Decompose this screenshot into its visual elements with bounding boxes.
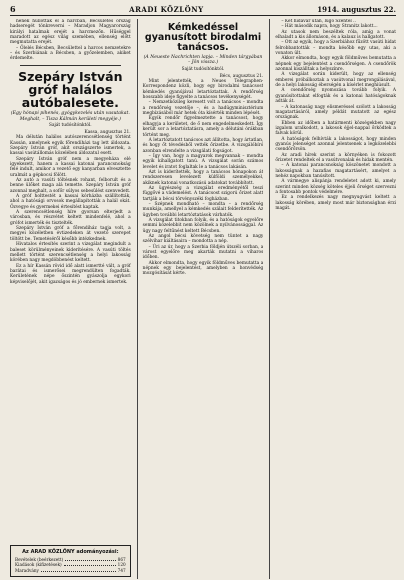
- article-paragraph: Egyik rendőr figyelmeztette a tanácsost, hogy elhagyja a kerületet, de ő nem engedelmeskedett. Így került sor a letartóztatásra, amely a délutáni órákban történt meg.: [142, 116, 264, 138]
- place-date: Kassa, augusztus 21.: [84, 129, 131, 135]
- article-paragraph: A letartóztatott tanácsos azt állította, hogy ártatlan, és hogy őt tévedésből vették őrizetbe. A vizsgálóbíró azonban elrendelte a vizsgálati fogságot.: [142, 137, 264, 154]
- article-paragraph: – Hát második napra, hogy Stranitz lakott...: [281, 24, 378, 30]
- article-paragraph: A hatóságok felhívták a lakosságot, hogy minden gyanús jelenséget azonnal jelentsenek a legközelebbi csendőrőrsön.: [275, 136, 397, 153]
- article-paragraph: Az ügyészség a vizsgálat eredményétől teszi függővé a vádemelést. A tanácsost szigorú őrizet alatt tartják a bécsi törvényszéki fogházban.: [142, 185, 264, 202]
- donation-label: Kiadások (kifizetések): [15, 562, 62, 568]
- article-paragraph: – Úri az úr, hogy a Szerbia földjén útszéli sorban, a várost egyelőre meg akarták mutatni a viharos időben.: [142, 244, 264, 261]
- donation-value: 120: [117, 562, 126, 568]
- article-paragraph: Ez a hír Kassán rövid idő alatt ismertté vált, a gróf barátai és ismerősei megrendülten fogadták. Kerületének népe őszintén gyászolja egykori képviselőjét, akit igazságos és jó embernek ismertek.: [10, 263, 131, 285]
- donation-label: Maradvány: [15, 567, 39, 573]
- article-paragraph: Hivatalos értesítés szerint a vizsgálat megindult a baleset körülményeinek kiderítésére. A vasúti töltés mellett történt szerencsétlenség a helyi lakosság körében nagy megdöbbenést keltett.: [10, 242, 131, 264]
- paper-name: ARADI KÖZLÖNY: [129, 5, 204, 14]
- article-paragraph: Azt is kiderítették, hogy a tanácsos hónapokon át rendszeresen levelezett külföldi személyekkel, akiknek katonai vonatkozású adatokat továbbított.: [142, 169, 264, 186]
- divider: [20, 65, 121, 66]
- article-paragraph: A vizsgálat során kiderült, hogy az ellenség emberei próbálkoztak a vasútvonal megrongálásával, de a helyi lakosság éberségén a kísérlet meghiúsult.: [275, 72, 397, 89]
- donation-title: Az ARAD KÖZLÖNY adományozási:: [22, 548, 119, 555]
- subhead: (Egy hónapi pihenés, gyógykezelés után vasutakat. Meghalt, – Tisza Kálmán kerületi megyéje.): [10, 111, 130, 122]
- article-paragraph: Az utasok nem beszéltek róla, amíg a vonat elhaladt a kis állomáson, és a kalauz is hallgatott.: [275, 29, 397, 41]
- article-text: – Két hidavár után, lugo Szentél ..: [281, 19, 356, 24]
- article-paragraph: Az autó a vasúti töltésnek rohant, felborult és a benne ülőket maga alá temette. Szepáry István gróf azonnal meghalt, a sofőr súlyos sebesülést szenvedett.: [10, 178, 131, 194]
- article-paragraph: A szerencsétlenség híre gyorsan elterjedt a városban, és részvétet keltett mindenfelé, ahol a grófot ismerték és tisztelték.: [10, 210, 131, 226]
- page-number: 6: [10, 4, 16, 14]
- article-paragraph: – A katonai parancsnokság köszönetet mondott a lakosságnak a hazafias magatartásért, amelyet a nehéz napokban tanúsított.: [275, 163, 397, 179]
- dot-leader: [41, 568, 116, 572]
- article-paragraph: Mint jelentették, a Neues Telegraphen-Korrespondenz közli, hogy egy birodalmi tanácsost kémkedés gyanújával letartóztattak. A rendőrség hosszabb ideje figyelte a tanácsos tevékenységét.: [142, 79, 264, 101]
- article-paragraph: Az aradi hírek szerint a környéken is fokozott őrizetet rendeltek el a vasútvonalak és hidak mentén.: [275, 152, 397, 163]
- donation-label: Bevételek (beérkezett): [15, 556, 64, 562]
- subhead: (A Neueste Nachrichten lapja. – Minden tárgyában – Jön vissza.): [143, 54, 263, 66]
- article-text: nének hullottak el a harcban, Becsületes ország hadseregét tönkreverni – Maradjon Magyarország királyi hatalmak erejét a harcmezőn. Hűséggel maradott az egész világ szemében, ellenség előtt megmutatta erejét.: [10, 19, 131, 46]
- article-paragraph: Az angol bécsi követség nem tüntet a nagy szélvihar kiáltásaira – mondotta a nép.: [142, 234, 264, 245]
- article-paragraph: A vármegye alispánja rendeletet adott ki, amely szerint minden község köteles éjjeli őrséget szervezni a fontosabb pontok védelmére.: [275, 179, 397, 195]
- article-paragraph: A csendőrség nyomozása tovább folyik. A gyanúsítottakat elfogták és a katonai hatóságoknak adták át.: [275, 88, 397, 105]
- column-right: [269, 19, 396, 579]
- headline-kemkedes: Kémkedéssel gyanusított birodalmi tanácsos.: [144, 22, 262, 53]
- article-paragraph: Szepáry István gróf nem a megyeháza elé igyekezett, hanem a kassai katonai parancsnokság felé indult, amikor a vezető egy kanyarban elvesztette uralmát a gépkocsi fölött.: [10, 156, 131, 178]
- article-paragraph: Ma délután halálos autószerencsétlenség történt Kassán, amelynek egyik főrendiházi tag lett áldozata. Szepáry István gróf, akit országszerte ismertek, a kassai vasútállomás közelében áldozatul esett.: [10, 135, 131, 157]
- article-paragraph: – A katonaság nagy elismeréssel szólott a lakosság magatartásáról, amely példát mutatott az egész országnak.: [275, 104, 397, 121]
- column-middle: [137, 19, 264, 579]
- donation-row: [15, 568, 126, 573]
- dot-leader: [64, 562, 116, 566]
- article-paragraph: – Így van, hogy a magyarok megvannak – mondta egyik kihallgatott tanú. A vizsgálat során számos levelet és iratot foglaltak le a tanácsos lakásán.: [142, 153, 264, 170]
- article-paragraph: Akkor elmondta, hogy egyik földműves bemutatta a népnek egy bejelentést a csendőrségen. A csendőrök azonnal kiszálltak a helyszínre.: [275, 56, 397, 73]
- masthead: [10, 4, 396, 16]
- article-paragraph: A gróf holttestét a kassai kórházba szállították, ahol a hatósági orvosok megállapították a halál okát. Özvegye és gyermekei értesítést kaptak.: [10, 194, 131, 210]
- byline: Saját tudósítónktól.: [181, 66, 225, 72]
- column-left: [10, 19, 131, 579]
- article-text: – Ölelés Bécsben, Becsülettel a harcos nemzetekre – és Szerbiának a Bécsben, a győzelemben, akiket érdemelte.: [10, 45, 131, 62]
- place-date: Bécs, augusztus 21.: [219, 73, 264, 79]
- donation-value: 747: [117, 567, 126, 573]
- article-paragraph: – Nemzetközileg keresett volt a tanácsos – mondta a rendőrség vezetője –, és a hadügyminisztérium megbízásából már hetek óta kísérték minden lépését.: [142, 100, 264, 117]
- article-paragraph: Szepáry István gróf a főrendiház tagja volt, a megyei közéletben évtizedeken át vezető szerepet töltött be. Temetéséről később intézkednek.: [10, 226, 131, 242]
- article-paragraph: – Ott az egyik, hogy a Szerbiához fűzött vasúti hidat felrobbantották – mondta később egy utas, aki a vonaton ült.: [275, 40, 397, 57]
- donation-value: 867: [117, 556, 126, 562]
- donation-box: [10, 545, 131, 577]
- article-paragraph: Ebben az időben a határmenti községekben nagy izgalom uralkodott, a lakosok éjjel-nappal őrködtek a falvak körül.: [275, 120, 397, 137]
- byline: Saját tudósítónktól.: [49, 122, 92, 128]
- article-paragraph: Ez a rendelkezés nagy megnyugvást keltett a lakosság körében, amely most már biztonságban érzi magát.: [275, 195, 397, 212]
- dot-leader: [65, 557, 115, 561]
- article-paragraph: – Szépnek mondható – mondta – a rendőrség munkája, amellyel a kémkedés szálait felderítették. Az ügyben további letartóztatások várhatók.: [142, 201, 264, 218]
- article-paragraph: A vizsgálat titokban folyik, és a hatóságok egyelőre semmi közelebbit nem közölnek a nyilvánossággal. Az ügy nagy feltűnést keltett Bécsben.: [142, 218, 264, 234]
- columns: [10, 19, 396, 579]
- article-paragraph: Akkor elmondta, hogy egyik földműves bemutatta a népnek egy bejelentést, amelyben a honvédség mozgósítását kérte.: [142, 260, 264, 277]
- headline-szepary: Szepáry István gróf halálos autóbalesete.: [18, 68, 123, 110]
- issue-date: 1914. augusztus 22.: [317, 5, 396, 14]
